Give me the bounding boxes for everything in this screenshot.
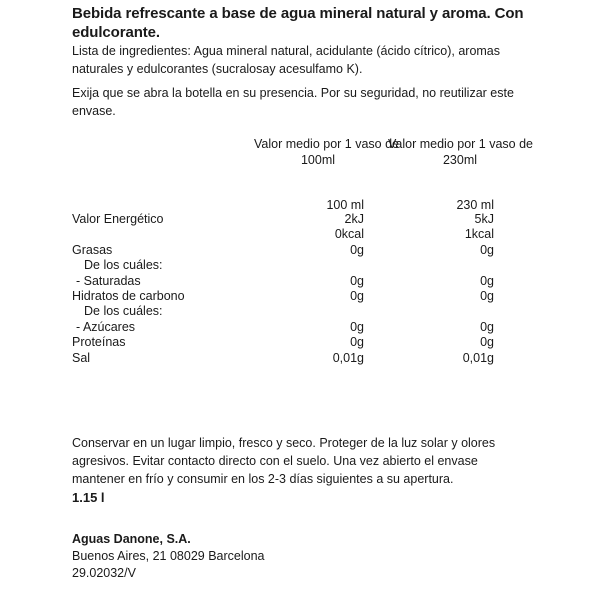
col1-unit: 100 ml — [326, 198, 364, 212]
nutrient-label: De los cuáles: — [84, 304, 163, 319]
nutrient-value-100ml: 0kcal — [334, 227, 364, 242]
col2-unit: 230 ml — [456, 198, 494, 212]
registry-number: 29.02032/V — [72, 566, 136, 580]
col1-header-line2: 100ml — [300, 153, 336, 167]
nutrient-label: Proteínas — [72, 335, 126, 350]
product-title: Bebida refrescante a base de agua mineral natural y aroma. Con edulcorante. — [72, 5, 524, 41]
nutrient-label: - Saturadas — [76, 273, 141, 288]
nutrient-value-100ml: 0g — [350, 289, 364, 303]
nutrient-value-230ml: 0g — [480, 273, 494, 288]
company-address: Buenos Aires, 21 08029 Barcelona — [72, 549, 265, 563]
nutrient-label: Sal — [72, 350, 91, 365]
nutrient-value-100ml: 0g — [350, 273, 364, 288]
nutrient-value-230ml: 0,01g — [462, 350, 494, 365]
nutrient-value-100ml: 0g — [350, 242, 364, 257]
col1-header-line1: Valor medio por 1 vaso de — [254, 137, 399, 151]
nutrient-value-230ml: 0g — [480, 335, 494, 350]
nutrient-value-230ml: 1kcal — [464, 227, 494, 242]
ingredients-text: Lista de ingredientes: Agua mineral natural, acidulante (ácido cítrico), aromas naturales y edulcorantes (sucralosay acesulfamo K). — [72, 44, 501, 76]
nutrient-value-230ml: 5kJ — [474, 212, 494, 226]
company-name: Aguas Danone, S.A. — [72, 532, 191, 546]
nutrient-value-230ml: 0g — [480, 289, 494, 303]
nutrient-value-100ml: 0g — [350, 335, 364, 350]
storage-text: Conservar en un lugar limpio, fresco y seco. Proteger de la luz solar y olores agresivos. Evitar contacto directo con el suelo. Una vez abierto el envase mantener en frío y consumir en los 2-3 días siguientes a su apertura. — [72, 436, 496, 486]
nutrient-value-100ml: 2kJ — [344, 212, 364, 226]
nutrient-value-100ml: 0g — [350, 319, 364, 334]
nutrition-table — [72, 0, 533, 365]
nutrient-value-230ml: 0g — [480, 319, 494, 334]
product-label — [72, 0, 532, 600]
nutrient-value-230ml: 0g — [480, 242, 494, 257]
nutrient-label: De los cuáles: — [84, 258, 163, 273]
col2-header-line2: 230ml — [442, 153, 478, 167]
nutrient-label: Grasas — [72, 242, 113, 257]
nutrient-label: Valor Energético — [72, 212, 164, 226]
nutrient-label: - Azúcares — [76, 319, 136, 334]
net-volume: 1.15 l — [72, 490, 105, 505]
warning-text: Exija que se abra la botella en su presencia. Por su seguridad, no reutilizar este envase. — [72, 86, 514, 118]
nutrient-label: Hidratos de carbono — [72, 289, 185, 303]
nutrient-value-100ml: 0,01g — [332, 350, 364, 365]
col2-header-line1: Valor medio por 1 vaso de — [388, 137, 533, 151]
